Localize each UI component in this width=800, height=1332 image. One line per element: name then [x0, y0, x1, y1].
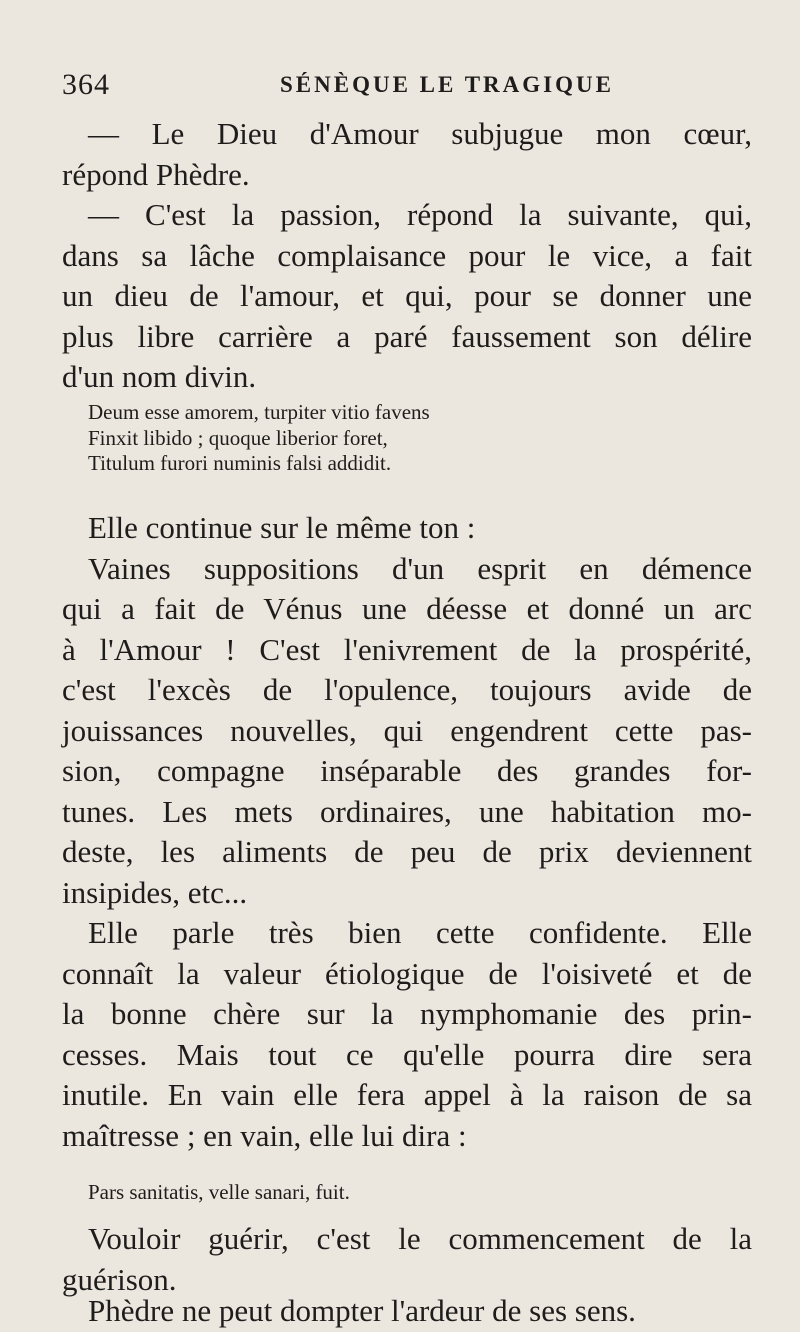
- paragraph-phedre-sens: [62, 1291, 752, 1332]
- latin-quote: [62, 400, 778, 477]
- quote-line: Finxit libido ; quoque liberior foret,: [88, 425, 388, 450]
- text-line: sion, compagne inséparable des grandes for-: [62, 753, 752, 788]
- text-line: inutile. En vain elle fera appel à la raison de sa: [62, 1077, 752, 1112]
- text-line: deste, les aliments de peu de prix deviennent: [62, 834, 752, 869]
- text-line: Phèdre ne peut dompter l'ardeur de ses sens.: [88, 1293, 636, 1328]
- text-line: insipides, etc...: [62, 874, 248, 910]
- text-line: Vouloir guérir, c'est le commencement de la: [88, 1221, 752, 1256]
- text-line: qui a fait de Vénus une déesse et donné un arc: [62, 591, 752, 626]
- quote-line: Deum esse amorem, turpiter vitio favens: [88, 400, 430, 424]
- latin-quote: [62, 1180, 778, 1206]
- text-line: cesses. Mais tout ce qu'elle pourra dire sera: [62, 1036, 752, 1072]
- text-line: jouissances nouvelles, qui engendrent cette pas-: [62, 712, 752, 748]
- page-header: [62, 68, 742, 104]
- quote-line: Titulum furori numinis falsi addidit.: [88, 451, 392, 475]
- running-title: SÉNÈQUE LE TRAGIQUE: [280, 72, 614, 97]
- text-line: Elle continue sur le même ton :: [88, 510, 476, 545]
- text-line: connaît la valeur étiologique de l'oisiveté et de: [62, 955, 752, 991]
- text-line: Vaines suppositions d'un esprit en démence: [88, 550, 752, 586]
- text-line: plus libre carrière a paré faussement son délire: [62, 318, 752, 354]
- paragraph-continue: [62, 508, 752, 913]
- paragraph-guerison: [62, 1219, 752, 1300]
- text-line: la bonne chère sur la nymphomanie des prin-: [62, 996, 752, 1031]
- text-line: — C'est la passion, répond la suivante, qui,: [88, 197, 752, 232]
- text-line: maîtresse ; en vain, elle lui dira :: [62, 1117, 467, 1153]
- text-line: tunes. Les mets ordinaires, une habitation mo-: [62, 793, 752, 829]
- text-line: d'un nom divin.: [62, 359, 257, 394]
- text-line: à l'Amour ! C'est l'enivrement de la prospérité,: [62, 631, 752, 667]
- paragraph-confidente: [62, 913, 752, 1156]
- text-line: c'est l'excès de l'opulence, toujours avide de: [62, 672, 752, 707]
- paragraph-dialogue-phedre: [62, 114, 752, 195]
- page-number: 364: [62, 68, 110, 101]
- text-line: Elle parle très bien cette confidente. Elle: [88, 915, 752, 950]
- text-line: guérison.: [62, 1261, 177, 1297]
- text-line: répond Phèdre.: [62, 156, 250, 192]
- quote-line: Pars sanitatis, velle sanari, fuit.: [88, 1180, 350, 1204]
- text-line: — Le Dieu d'Amour subjugue mon cœur,: [88, 116, 752, 151]
- text-line: un dieu de l'amour, et qui, pour se donner une: [62, 278, 752, 313]
- paragraph-dialogue-suivante: [62, 195, 752, 398]
- text-line: dans sa lâche complaisance pour le vice, a fait: [62, 237, 752, 273]
